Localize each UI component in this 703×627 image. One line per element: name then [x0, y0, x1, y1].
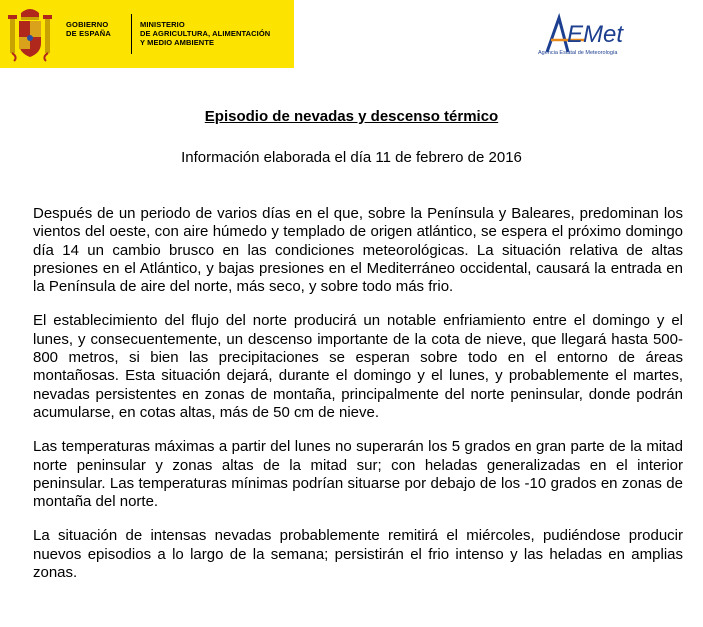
paragraph: La situación de intensas nevadas probablemente remitirá el miércoles, pudiéndose producir nuevos episodios a lo largo de la semana; persistirán el frio intenso y las heladas en amplias zonas.	[33, 527, 683, 582]
government-label	[66, 20, 126, 38]
government-header-band	[0, 0, 294, 68]
ministry-line-2: DE AGRICULTURA, ALIMENTACIÓN	[140, 29, 271, 38]
document-title: Episodio de nevadas y descenso térmico	[204, 108, 499, 125]
paragraph: Las temperaturas máximas a partir del lunes no superarán los 5 grados en gran parte de la mitad norte peninsular y zonas altas de la mitad sur; con heladas generalizadas en el interior peninsular. Las temperaturas mínimas podrían situarse por debajo de los -10 grados en zonas de montaña del norte.	[33, 438, 683, 511]
paragraph: Después de un periodo de varios días en el que, sobre la Península y Baleares, predominan los vientos del oeste, con aire húmedo y templado de origen atlántico, se espera el próximo domingo día 14 un cambio brusco en las condiciones meteorológicas. La situación relativa de altas presiones en el Atlántico, y bajas presiones en el Mediterráneo occidental, causará la entrada en la Península de aire del norte, más seco, y sobre todo más frio.	[33, 205, 683, 296]
coat-of-arms-icon	[8, 5, 52, 63]
ministry-line-3: Y MEDIO AMBIENTE	[140, 38, 215, 47]
svg-text:EMet: EMet	[567, 21, 624, 48]
aemet-subtitle: Agencia Estatal de Meteorología	[538, 50, 618, 56]
gov-line-1: GOBIERNO	[66, 20, 109, 29]
paragraph: El establecimiento del flujo del norte producirá un notable enfriamiento entre el domingo y el lunes, y consecuentemente, un descenso importante de la cota de nieve, que llegará hasta 500-800 metros, si bien las precipitaciones se esperan sobre todo en el entorno de áreas montañosas. Esta situación dejará, durante el domingo y el lunes, y probablemente el martes, nevadas persistentes en zonas de montaña, principalmente del norte peninsular, donde podrán acumularse, en cotas altas, más de 50 cm de nieve.	[33, 312, 683, 421]
document-body	[33, 205, 683, 598]
ministry-line-1: MINISTERIO	[140, 20, 185, 29]
ministry-label	[140, 20, 290, 47]
document-date: Información elaborada el día 11 de febrero de 2016	[181, 149, 522, 166]
gov-line-2: DE ESPAÑA	[66, 29, 112, 38]
header-divider	[131, 14, 132, 54]
